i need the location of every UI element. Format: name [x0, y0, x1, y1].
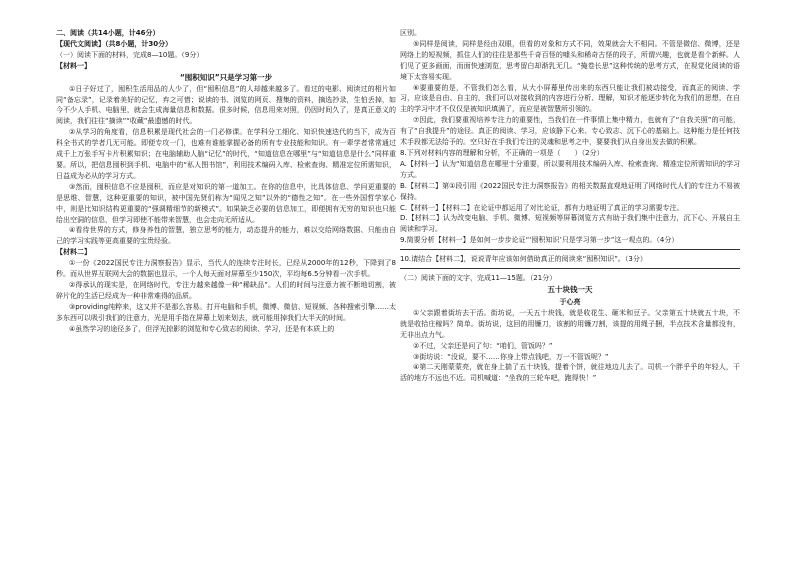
- option-a: A.【材料一】认为“知道信息在哪里十分重要，所以要利用技术编码入库、检索查询、精准定位所需知识的学习方式。: [400, 159, 740, 179]
- paragraph: ④虽然学习的途径多了，但浮光掠影的浏览和专心致志的阅读、学习，还是有本质上的: [69, 324, 335, 333]
- option-c: C.【材料一】【材料二】在论证中都运用了对比论证，都有力地证明了真正的学习需要专注。: [400, 203, 684, 212]
- option-d: D.【材料二】认为改变电脑、手机、微博、短视频等屏幕浏览方式有助于我们集中注意力，沉下心、开展自主阅读和学习。: [400, 214, 740, 234]
- part1-intro: （一）阅读下面的材料，完成8—10题。（9分）: [56, 50, 204, 59]
- article-title: “囤积知识”只是学习第一步: [179, 72, 273, 82]
- paragraph: ②从学习的角度看，信息积累是现代社会的一门必修课。在学科分工细化、知识快速迭代的当下，成为百科全书式的学者几无可能。即便专攻一门，也难有谁能掌握必备的所有专业技能和知识。有一辈学者常常通过成千上万张手写卡片积累知识；在电脑辅助人脑“记忆”的时代，“知道信息在哪里”与“知道信息是什么”同样重要。所以，把信息囤积到手机、电脑中的“私人图书馆”，利用技术编码入库、检索查询、精准定位所需知识，日益成为必从的学习方式。: [56, 128, 396, 180]
- paragraph: ③providing纯粹来，这又并不是那么容易。打开电脑和手机，微博、微信、短视频、各种搜索引擎……太多东西可以吸引我们的注意力，光是用手指在屏幕上划来划去，就可能用掉我们大半天的时间。: [56, 302, 396, 322]
- paragraph: ③然而，囤积信息不应是囤积，而应是对知识的第一道加工。在你的信息中，比具体信息、学问更重要的是思维、智慧，这种更重要的知识，被中国先贤们称为“闻见之知”以外的“德性之知”。在一些外国哲学家心中，则是比知识结构更重要的“强调精细节的新模式”。如果缺乏必要的信息加工，即便拥有无穷的知识也只能给出空洞的信息，但学习即使不能带来智慧，也会走向无所适从。: [56, 182, 396, 224]
- paragraph: ⑥要重要的是，不管我们怎么看，从大小屏幕里传出来的东西只能让我们被动接受，而真正的阅读、学习，应该是自由、自主的，我们可以对接收到的内容进行分析、理解，知识才能逐步转化为我们的思想，在自主的学习中才不仅仅是被知识填满了，而应是被智慧所引领的。: [400, 83, 740, 114]
- paragraph: ①日子好过了，囤积生活用品的人少了，但“囤积信息”的人却越来越多了。看过的电影、阅读过的相片如同“备忘录”，记录着美好的记忆，弃之可惜；说读的书、浏览的网页、搜集的资料，摘选抄录，生怕丢掉，如今不少人手机、电脑里，就会生成海量信息和数据。很多时候，信息用来对照，仍因时间久了，是真正意义的阅读，我们往往“摘读”“收藏”最遗憾的时代。: [56, 84, 396, 126]
- paragraph: ⑦因此，我们要重视培养专注力的重要性，当我们在一件事情上集中精力，也就有了“自我关照”的可能，有了“自我提升”的途径。真正的阅读、学习，应该静下心来、专心致志、沉下心的基础上。这种能力是任何技术手段都无法给予的。空只好在手我们专注的灵魂和思考之中，要要我们从自身出发去做的积累。: [400, 116, 740, 147]
- left-column: [56, 0, 396, 561]
- paragraph: 区别。: [400, 29, 421, 37]
- question-9: 9.简要分析【材料一】是如何一步步论证“‘囤积知识’只是学习第一步”这一观点的。（4分）: [400, 236, 679, 245]
- story-author: 于心亮: [559, 297, 581, 306]
- paragraph: ④看待世界的方式，修身养性的智慧，独立思考的能力，动态提升的能力，难以交给网络数据、只能由自己的学习实践等更高重要的宝贵经验。: [56, 226, 396, 246]
- paragraph: ①父亲跟着街坊去干活。街坊说，一天五十块钱，就是收花生、砸米和豆子。父亲第五十块就五十块，不就是收拾庄稼吗？简单。街坊说，这回的用镰刀，该割的用镰刀割，该提的用绳子捆，半点技术含量都没有，无非出点力气。: [400, 308, 740, 339]
- part2-intro: （二）阅读下面的文字，完成11—15题。（21分）: [400, 274, 557, 283]
- answer-line[interactable]: [400, 249, 740, 250]
- story-title: 五十块钱一天: [547, 284, 593, 294]
- question-10: 10.请结合【材料二】，说说青年应该如何借助真正的阅读来“囤积知识”。（3分）: [400, 255, 647, 264]
- paragraph: ④第二天刚蒙蒙亮，就在身上揣了五十块钱，提着个饼，就往地边儿去了。司机一个胖乎乎的年轻人，干活的地方不远也不近。司机喊道：“坐我的三轮车吧，跑得快！”: [400, 363, 740, 383]
- right-column: [400, 0, 740, 561]
- option-b: B.【材料二】第①段引用《2022国民专注力洞察报告》的相关数据直观地证明了网络时代人们的专注力不易被保持。: [400, 181, 740, 201]
- material-two-label: 【材料二】: [56, 248, 91, 257]
- modern-reading-heading: 【现代文阅读】（共8小题，计30分）: [56, 39, 173, 48]
- paragraph: ②不过，父亲还是问了句：“咱们，管饭吗？”: [413, 341, 553, 350]
- paragraph: ②得承认的现实是，在网络时代，专注力越来越像一种“稀缺品”。人们的时间与注意力被不断地切割，被碎片化的生活已经成为一种非常难得的品质。: [56, 280, 396, 300]
- section-heading: 二、阅读（共14小题，计46分）: [56, 29, 160, 37]
- paragraph: ③街坊说：“没说，要不……你身上带点钱吧，万一不管饭呢？”: [413, 352, 609, 361]
- answer-line[interactable]: [400, 268, 740, 269]
- paragraph: ⑤同样是阅读，同样是经由双眼，但看的对象和方式不同，效果就会大不相同。不管是微信、微博，还是网络上的短视频，抓住人们的往往是那些千奇百怪的噱头和稀奇古怪的段子，所谓兴趣，也就是看个新鲜。人们见了更多画面，而面快速浏览，思考留白却渐乳无几。“掩卷长思”这种传统的思考方式，在视觉化阅读的语境下太容易实现。: [400, 39, 740, 81]
- paragraph: ①一份《2022国民专注力洞察报告》显示，当代人的连续专注时长，已经从2000年的12秒，下降到了8秒。而从世界互联网大会的数据也显示，一个人每天面对屏幕至少150次，平均每6.5分钟看一次手机。: [56, 259, 396, 279]
- material-one-label: 【材料一】: [56, 61, 91, 70]
- question-8: 8.下列对材料内容的理解和分析，不正确的一项是（ ）（2分）: [400, 148, 604, 157]
